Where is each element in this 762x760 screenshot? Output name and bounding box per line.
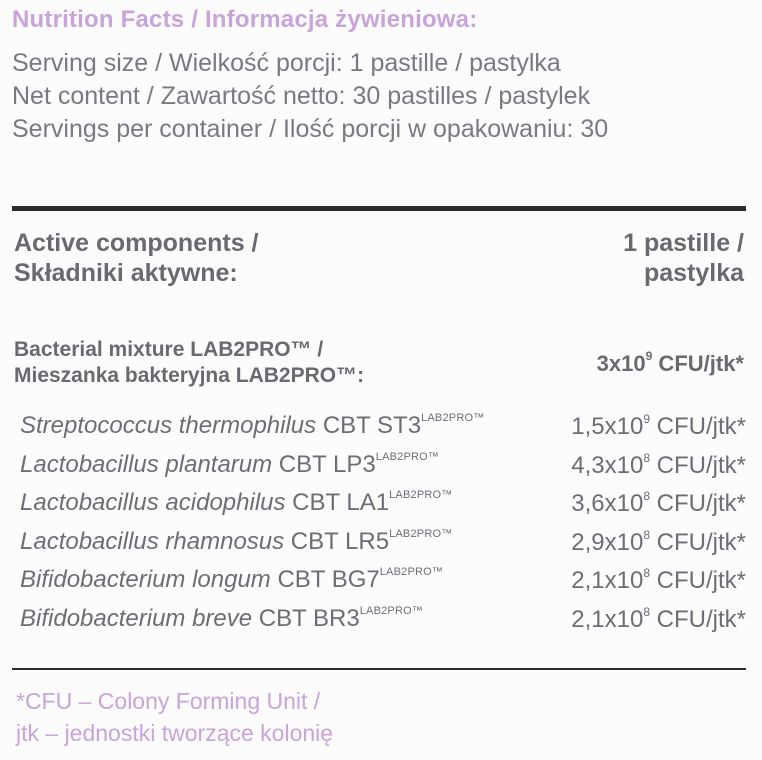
strain-cfu <box>571 489 746 518</box>
strain-name <box>20 566 443 594</box>
header-right-line1: 1 pastille / <box>623 229 744 257</box>
strain-code: CBT LA1 <box>285 489 390 516</box>
bacterial-mixture-label <box>14 337 364 389</box>
cfu-exponent: 8 <box>643 450 650 465</box>
strain-row <box>20 412 746 451</box>
strain-trademark: LAB2PRO™ <box>375 450 440 463</box>
cfu-unit: CFU/jtk* <box>650 451 746 479</box>
strain-trademark: LAB2PRO™ <box>389 527 453 540</box>
strain-species: Bifidobacterium breve <box>20 604 253 632</box>
strain-species: Lactobacillus rhamnosus <box>20 527 285 555</box>
active-components-header <box>14 228 259 288</box>
cfu-base: 2,1x10 <box>571 567 644 594</box>
strain-name <box>20 528 452 556</box>
cfu-unit: CFU/jtk* <box>650 528 746 556</box>
cfu-base: 2,1x10 <box>571 605 644 633</box>
cfu-unit: CFU/jtk* <box>650 413 746 440</box>
strain-trademark: LAB2PRO™ <box>421 412 485 424</box>
cfu-exponent: 8 <box>643 566 650 580</box>
strain-trademark: LAB2PRO™ <box>389 489 453 501</box>
cfu-unit: CFU/jtk* <box>650 490 746 517</box>
strain-list <box>20 412 746 643</box>
thick-divider <box>12 206 746 211</box>
strain-code: CBT BR3 <box>252 604 360 632</box>
header-right-line2: pastylka <box>643 259 744 287</box>
strain-row <box>20 528 746 567</box>
mixture-line1: Bacterial mixture LAB2PRO™ / <box>14 338 324 361</box>
strain-row <box>20 605 746 644</box>
footnote-line1: *CFU – Colony Forming Unit / <box>16 688 321 714</box>
cfu-unit: CFU/jtk* <box>650 567 746 594</box>
cfu-base: 3,6x10 <box>571 490 644 517</box>
mixture-cfu-unit: CFU/jtk* <box>652 351 744 376</box>
strain-code: CBT LR5 <box>284 527 390 555</box>
cfu-base: 2,9x10 <box>571 528 644 556</box>
footnote-line2: jtk – jednostki tworzące kolonię <box>16 720 334 746</box>
mixture-cfu-base: 3x10 <box>596 351 646 376</box>
strain-trademark: LAB2PRO™ <box>379 566 444 578</box>
strain-code: CBT BG7 <box>270 566 380 593</box>
strain-cfu <box>571 566 746 595</box>
cfu-base: 1,5x10 <box>571 413 644 440</box>
strain-cfu <box>571 528 746 557</box>
mixture-line2: Mieszanka bakteryjna LAB2PRO™: <box>14 364 365 387</box>
strain-name <box>20 489 452 517</box>
cfu-base: 4,3x10 <box>571 451 644 479</box>
strain-code: CBT LP3 <box>272 450 376 478</box>
nutrition-facts-title: Nutrition Facts / Informacja żywieniowa: <box>12 6 478 33</box>
strain-row <box>20 566 746 605</box>
strain-trademark: LAB2PRO™ <box>359 604 424 617</box>
mixture-cfu-exponent: 9 <box>645 349 653 363</box>
cfu-exponent: 8 <box>643 604 650 619</box>
strain-species: Streptococcus thermophilus <box>20 412 317 439</box>
cfu-exponent: 8 <box>643 527 650 542</box>
header-left-line1: Active components / <box>14 229 259 257</box>
strain-name <box>20 605 423 633</box>
strain-species: Bifidobacterium longum <box>20 566 271 593</box>
strain-code: CBT ST3 <box>316 412 422 439</box>
strain-cfu <box>571 605 746 634</box>
strain-species: Lactobacillus plantarum <box>20 450 273 478</box>
net-content: Net content / Zawartość netto: 30 pastilles / pastylek <box>12 82 591 110</box>
header-left-line2: Składniki aktywne: <box>14 259 238 287</box>
cfu-exponent: 8 <box>643 489 650 503</box>
strain-cfu <box>571 451 746 480</box>
thin-divider <box>12 668 746 670</box>
strain-species: Lactobacillus acidophilus <box>20 489 286 516</box>
strain-cfu <box>571 412 746 441</box>
strain-row <box>20 489 746 528</box>
strain-row <box>20 451 746 490</box>
bacterial-mixture-cfu <box>597 343 744 377</box>
strain-name <box>20 412 484 440</box>
strain-name <box>20 451 439 479</box>
cfu-exponent: 9 <box>643 412 650 426</box>
per-pastille-header <box>623 228 744 288</box>
cfu-unit: CFU/jtk* <box>650 605 746 633</box>
serving-size: Serving size / Wielkość porcji: 1 pastille / pastylka <box>12 49 561 77</box>
servings-per-container: Servings per container / Ilość porcji w opakowaniu: 30 <box>12 115 609 143</box>
